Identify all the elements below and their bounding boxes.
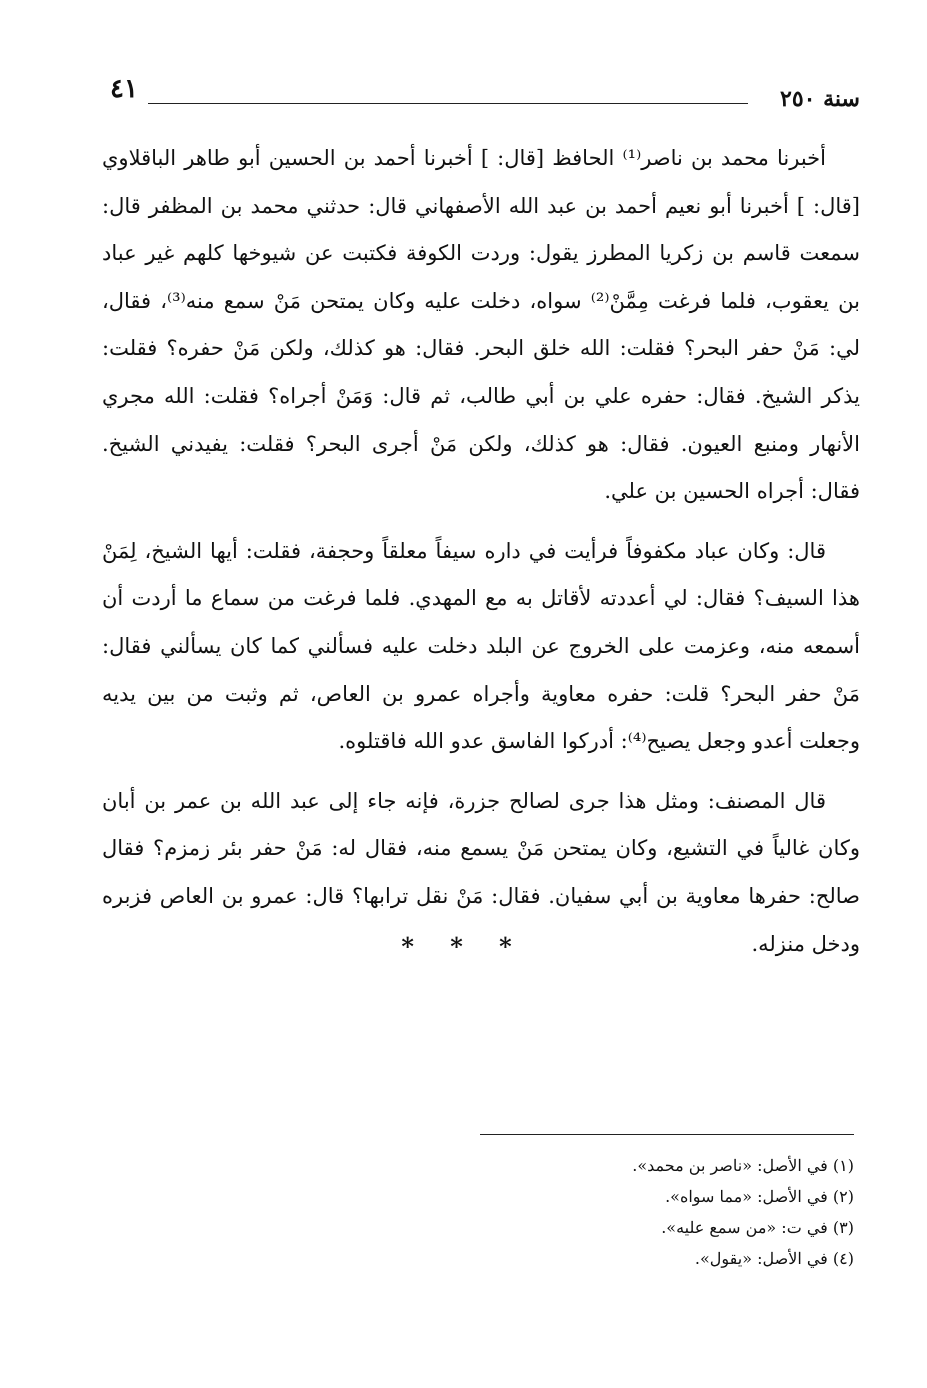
page-number: ٤١ <box>110 74 138 104</box>
header-rule <box>148 103 748 104</box>
paragraph-1: أخبرنا محمد بن ناصر⁽¹⁾ الحافظ [قال: ] أخبرنا أحمد بن الحسين أبو طاهر الباقلاوي [قال: ] أخبرنا أبو نعيم أحمد بن عبد الله الأصفهاني قال: حدثني محمد بن المظفر قال: سمعت قاسم بن زكريا المطرز يقول: وردت الكوفة فكتبت عن شيوخها كلهم غير عباد بن يعقوب، فلما فرغت مِمَّنْ⁽²⁾ سواه، دخلت عليه وكان يمتحن مَنْ سمع منه⁽³⁾، فقال، لي: مَنْ حفر البحر؟ فقلت: الله خلق البحر. فقال: هو كذلك، ولكن مَنْ حفره؟ فقلت: يذكر الشيخ. فقال: حفره علي بن أبي طالب، ثم قال: وَمَنْ أجراه؟ فقلت: الله مجري الأنهار ومنبع العيون. فقال: هو كذلك، ولكن مَنْ أجرى البحر؟ فقلت: يفيدني الشيخ. فقال: أجراه الحسين بن علي. <box>102 146 860 504</box>
section-separator: * * * <box>401 932 526 961</box>
footnote-2: (٢) في الأصل: «مما سواه». <box>665 1187 854 1206</box>
footnote-rule <box>480 1134 854 1135</box>
paragraph-2: قال: وكان عباد مكفوفاً فرأيت في داره سيفاً معلقاً وحجفة، فقلت: أيها الشيخ، لِمَنْ هذا السيف؟ فقال: لي أعددته لأقاتل به مع المهدي. فلما فرغت من سماع ما أردت أن أسمعه منه، وعزمت على الخروج عن البلد دخلت عليه فسألني كما كان يسألني فقال: مَنْ حفر البحر؟ قلت: حفره معاوية وأجراه عمرو بن العاص، ثم وثبت من بين يديه وجعلت أعدو وجعل يصيح⁽⁴⁾: أدركوا الفاسق عدو الله فاقتلوه. <box>102 538 860 754</box>
main-text <box>102 135 860 968</box>
year-label: سنة ٢٥٠ <box>780 86 860 112</box>
footnote-4: (٤) في الأصل: «يقول». <box>694 1249 854 1268</box>
footnote-1: (١) في الأصل: «ناصر بن محمد». <box>632 1156 854 1175</box>
footnotes <box>402 1150 854 1274</box>
running-header <box>100 74 860 114</box>
footnote-3: (٣) في ت: «من سمع عليه». <box>661 1218 854 1237</box>
paragraph-3: قال المصنف: ومثل هذا جرى لصالح جزرة، فإنه جاء إلى عبد الله بن عمر بن أبان وكان غالياً في التشيع، وكان يمتحن مَنْ يسمع منه، فقال له: مَنْ حفر بئر زمزم؟ فقال صالح: حفرها معاوية بن أبي سفيان. فقال: مَنْ نقل ترابها؟ قال: عمرو بن العاص فزبره ودخل منزله. <box>102 788 860 956</box>
